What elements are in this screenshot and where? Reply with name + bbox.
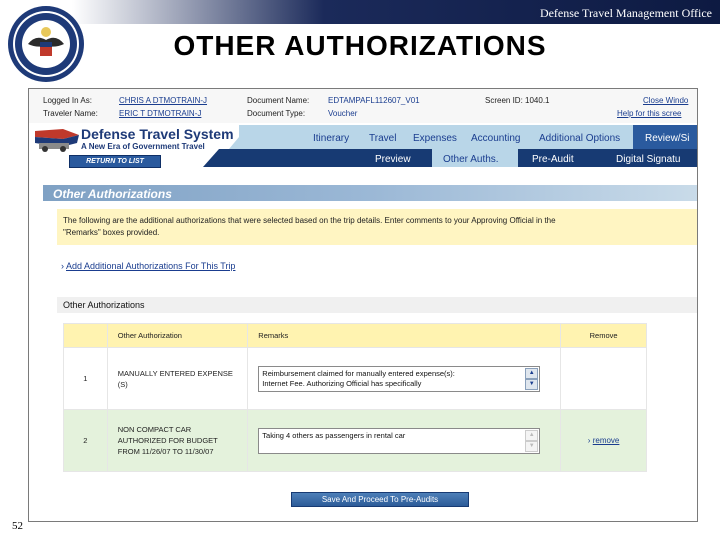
return-to-list-button[interactable]: RETURN TO LIST <box>69 155 161 168</box>
row-number: 1 <box>64 348 108 410</box>
document-type-label: Document Type: <box>247 109 306 118</box>
authorization-cell <box>107 348 248 410</box>
authorization-cell <box>107 410 248 472</box>
instructions-notice <box>57 209 698 245</box>
table-row <box>64 410 647 472</box>
add-authorizations-row <box>61 261 235 271</box>
subtab-preview[interactable]: Preview <box>375 154 411 165</box>
add-authorizations-link[interactable]: Add Additional Authorizations For This Trip <box>66 261 236 271</box>
help-link[interactable]: Help for this scree <box>617 109 682 118</box>
save-and-proceed-button[interactable]: Save And Proceed To Pre-Audits <box>291 492 469 507</box>
remove-cell <box>561 348 647 410</box>
remarks-cell <box>248 410 561 472</box>
authorization-text-line: (S) <box>117 379 128 389</box>
tab-expenses[interactable]: Expenses <box>413 133 457 144</box>
screen-id: Screen ID: 1040.1 <box>485 96 550 105</box>
dts-title: Defense Travel System <box>81 126 234 142</box>
dts-tagline: A New Era of Government Travel <box>81 142 205 151</box>
remarks-scrollbar[interactable] <box>525 430 538 452</box>
other-authorizations-table <box>63 323 647 472</box>
dts-logo-icon <box>33 125 81 153</box>
sub-nav-edge <box>203 149 219 167</box>
tab-additional-options[interactable]: Additional Options <box>539 133 621 144</box>
slide-number: 52 <box>12 520 23 532</box>
traveler-name-label: Traveler Name: <box>43 109 98 118</box>
column-header-remove: Remove <box>561 324 647 348</box>
document-type-value: Voucher <box>328 109 358 118</box>
logged-in-label: Logged In As: <box>43 96 92 105</box>
subtab-other-auths[interactable]: Other Auths. <box>443 154 499 165</box>
authorization-text-line: NON COMPACT CAR <box>117 425 192 434</box>
subtab-pre-audit[interactable]: Pre-Audit <box>532 154 574 165</box>
document-name-label: Document Name: <box>247 96 310 105</box>
section-title: Other Authorizations <box>53 187 172 201</box>
chevron-right-icon: › <box>61 261 64 271</box>
tab-review-sign[interactable]: Review/Si <box>645 133 690 144</box>
table-header-row <box>64 324 647 348</box>
info-bar <box>29 89 698 123</box>
dts-screenshot <box>28 88 698 522</box>
tab-accounting[interactable]: Accounting <box>471 133 521 144</box>
remarks-scrollbar[interactable] <box>525 368 538 390</box>
tab-travel[interactable]: Travel <box>369 133 397 144</box>
notice-line-1: The following are the additional authorizations that were selected based on the trip details. Enter comments to your Approving Official in the <box>63 216 556 225</box>
notice-line-2: "Remarks" boxes provided. <box>63 228 160 237</box>
remove-row-link <box>588 436 620 445</box>
slide-title: OTHER AUTHORIZATIONS <box>173 30 547 61</box>
scroll-down-icon[interactable]: ▼ <box>525 379 538 390</box>
other-authorizations-header: Other Authorizations <box>57 297 698 313</box>
logged-in-user-link[interactable]: CHRIS A DTMOTRAIN-J <box>119 96 208 105</box>
remarks-cell <box>248 348 561 410</box>
traveler-name-link[interactable]: ERIC T DTMOTRAIN-J <box>119 109 202 118</box>
table-row <box>64 348 647 410</box>
column-header-remarks: Remarks <box>248 324 561 348</box>
document-name-value: EDTAMPAFL112607_V01 <box>328 96 420 105</box>
column-header-number <box>64 324 108 348</box>
authorization-text-line: AUTHORIZED FOR BUDGET <box>117 436 218 445</box>
column-header-authorization: Other Authorization <box>107 324 248 348</box>
authorization-text-line: MANUALLY ENTERED EXPENSE <box>117 368 233 378</box>
main-nav-bar <box>239 125 698 149</box>
remove-link[interactable]: remove <box>592 436 620 445</box>
row-number: 2 <box>64 410 108 472</box>
remarks-text-line: Reimbursement claimed for manually entered expense(s): <box>262 368 455 378</box>
authorization-text-line: FROM 11/26/07 TO 11/30/07 <box>117 447 214 456</box>
remarks-text-line: Internet Fee. Authorizing Official has specifically <box>262 378 422 388</box>
scroll-up-icon[interactable]: ▲ <box>525 368 538 379</box>
tab-itinerary[interactable]: Itinerary <box>313 133 350 144</box>
remove-cell <box>561 410 647 472</box>
close-window-link[interactable]: Close Windo <box>643 96 689 105</box>
subtab-digital-signature[interactable]: Digital Signatu <box>616 154 681 165</box>
scroll-up-icon[interactable]: ▲ <box>525 430 538 441</box>
org-name: Defense Travel Management Office <box>539 6 712 20</box>
dod-seal-icon <box>6 4 86 84</box>
remarks-textarea[interactable] <box>258 366 540 392</box>
remarks-textarea[interactable] <box>258 428 540 454</box>
scroll-down-icon[interactable]: ▼ <box>525 441 538 452</box>
chevron-right-icon: › <box>587 436 591 445</box>
remarks-text-line: Taking 4 others as passengers in rental car <box>262 430 406 440</box>
